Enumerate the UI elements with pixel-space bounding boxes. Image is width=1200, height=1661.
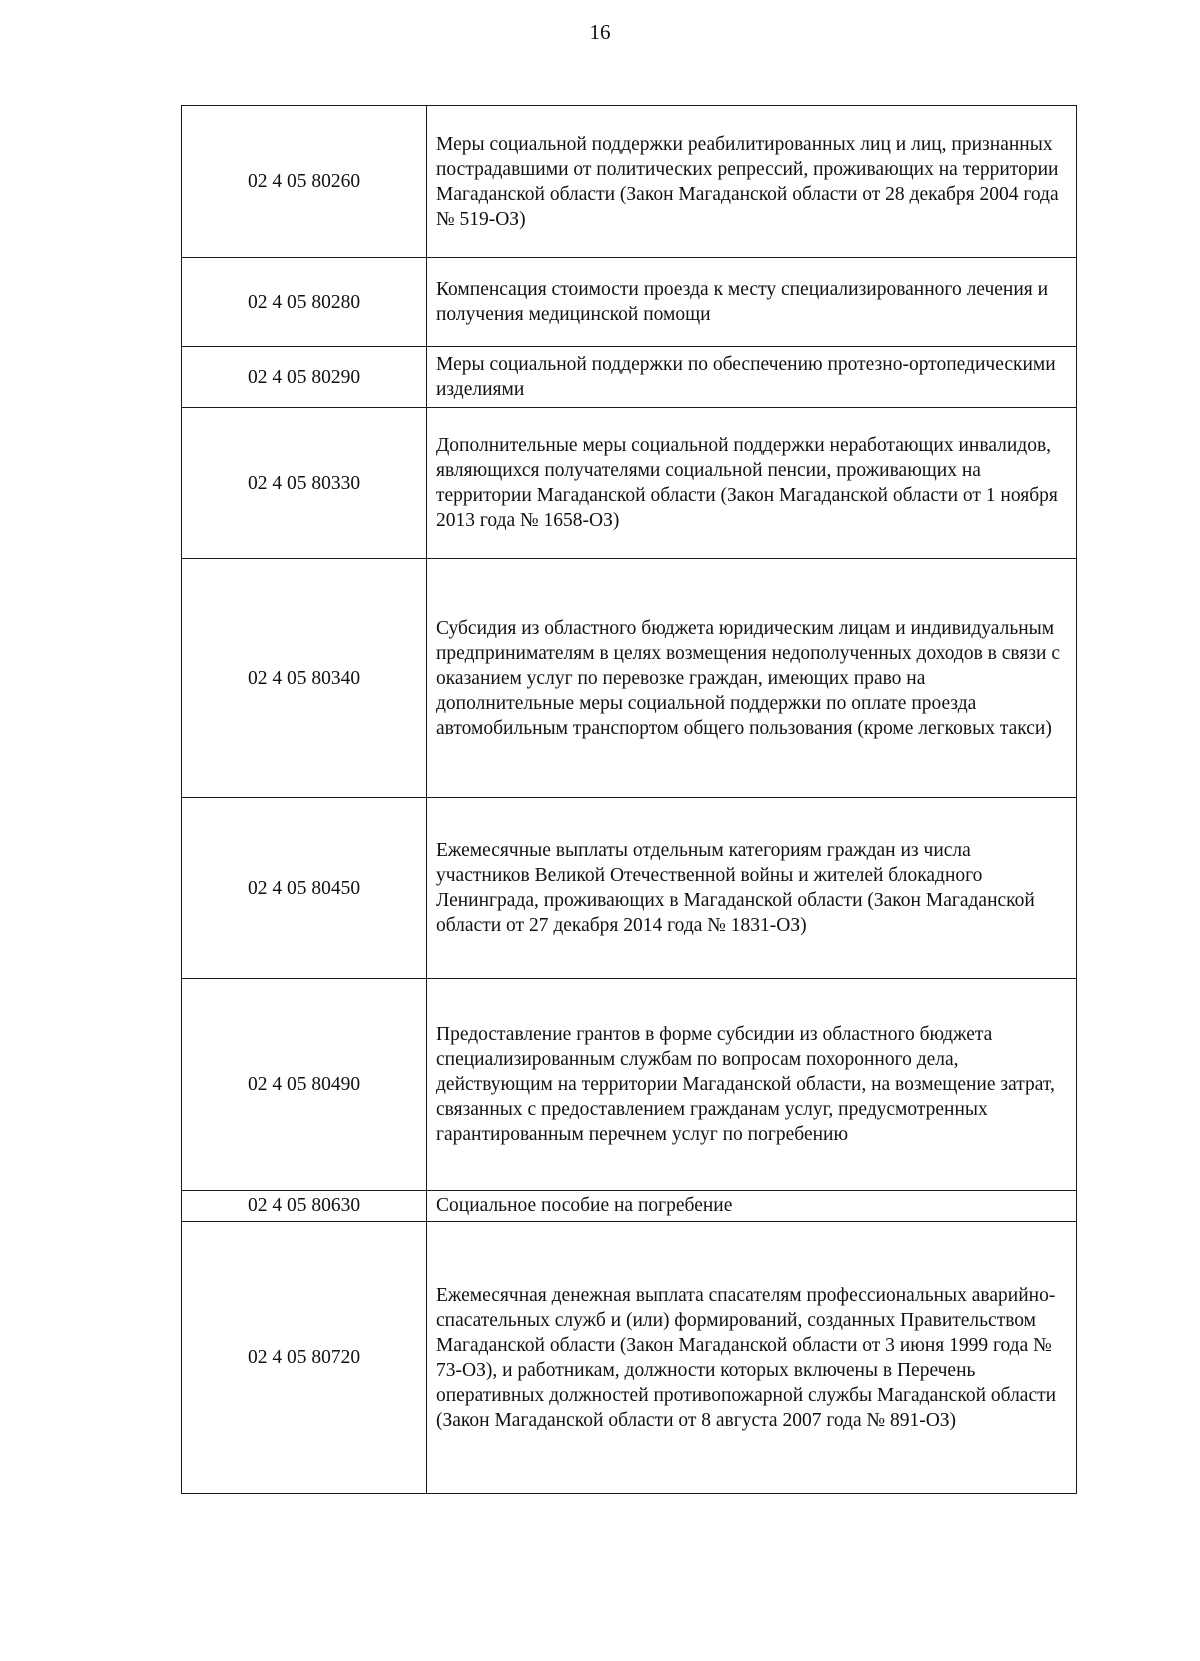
row-code: 02 4 05 80490 xyxy=(182,979,427,1191)
row-code: 02 4 05 80450 xyxy=(182,798,427,979)
row-code: 02 4 05 80280 xyxy=(182,258,427,347)
row-description: Компенсация стоимости проезда к месту специализированного лечения и получения медицинской помощи xyxy=(427,258,1077,347)
row-description: Меры социальной поддержки по обеспечению протезно-ортопедическими изделиями xyxy=(427,347,1077,408)
row-description: Социальное пособие на погребение xyxy=(427,1191,1077,1222)
row-code: 02 4 05 80290 xyxy=(182,347,427,408)
row-description: Ежемесячная денежная выплата спасателям профессиональных аварийно-спасательных служб и (или) формирований, созданных Правительством Магаданской области (Закон Магаданской области от 3 июня 1999 года № 73-ОЗ), и работникам, должности которых включены в Перечень оперативных должностей противопожарной службы Магаданской области (Закон Магаданской области от 8 августа 2007 года № 891-ОЗ) xyxy=(427,1222,1077,1494)
table-row xyxy=(182,258,1077,347)
table-row xyxy=(182,1191,1077,1222)
table-row xyxy=(182,798,1077,979)
table-row xyxy=(182,408,1077,559)
row-description: Предоставление грантов в форме субсидии из областного бюджета специализированным службам по вопросам похоронного дела, действующим на территории Магаданской области, на возмещение затрат, связанных с предоставлением гражданам услуг, предусмотренных гарантированным перечнем услуг по погребению xyxy=(427,979,1077,1191)
table-row xyxy=(182,106,1077,258)
row-code: 02 4 05 80330 xyxy=(182,408,427,559)
row-code: 02 4 05 80630 xyxy=(182,1191,427,1222)
row-code: 02 4 05 80340 xyxy=(182,559,427,798)
page-number: 16 xyxy=(589,20,611,44)
table-row xyxy=(182,1222,1077,1494)
table-row xyxy=(182,347,1077,408)
row-code: 02 4 05 80720 xyxy=(182,1222,427,1494)
table-row xyxy=(182,559,1077,798)
row-description: Меры социальной поддержки реабилитированных лиц и лиц, признанных пострадавшими от политических репрессий, проживающих на территории Магаданской области (Закон Магаданской области от 28 декабря 2004 года № 519-ОЗ) xyxy=(427,106,1077,258)
row-description: Ежемесячные выплаты отдельным категориям граждан из числа участников Великой Отечественной войны и жителей блокадного Ленинграда, проживающих в Магаданской области (Закон Магаданской области от 27 декабря 2014 года № 1831-ОЗ) xyxy=(427,798,1077,979)
row-description: Дополнительные меры социальной поддержки неработающих инвалидов, являющихся получателями социальной пенсии, проживающих на территории Магаданской области (Закон Магаданской области от 1 ноября 2013 года № 1658-ОЗ) xyxy=(427,408,1077,559)
table-row xyxy=(182,979,1077,1191)
row-description: Субсидия из областного бюджета юридическим лицам и индивидуальным предпринимателям в целях возмещения недополученных доходов в связи с оказанием услуг по перевозке граждан, имеющих право на дополнительные меры социальной поддержки по оплате проезда автомобильным транспортом общего пользования (кроме легковых такси) xyxy=(427,559,1077,798)
budget-classification-table xyxy=(181,105,1077,1494)
row-code: 02 4 05 80260 xyxy=(182,106,427,258)
